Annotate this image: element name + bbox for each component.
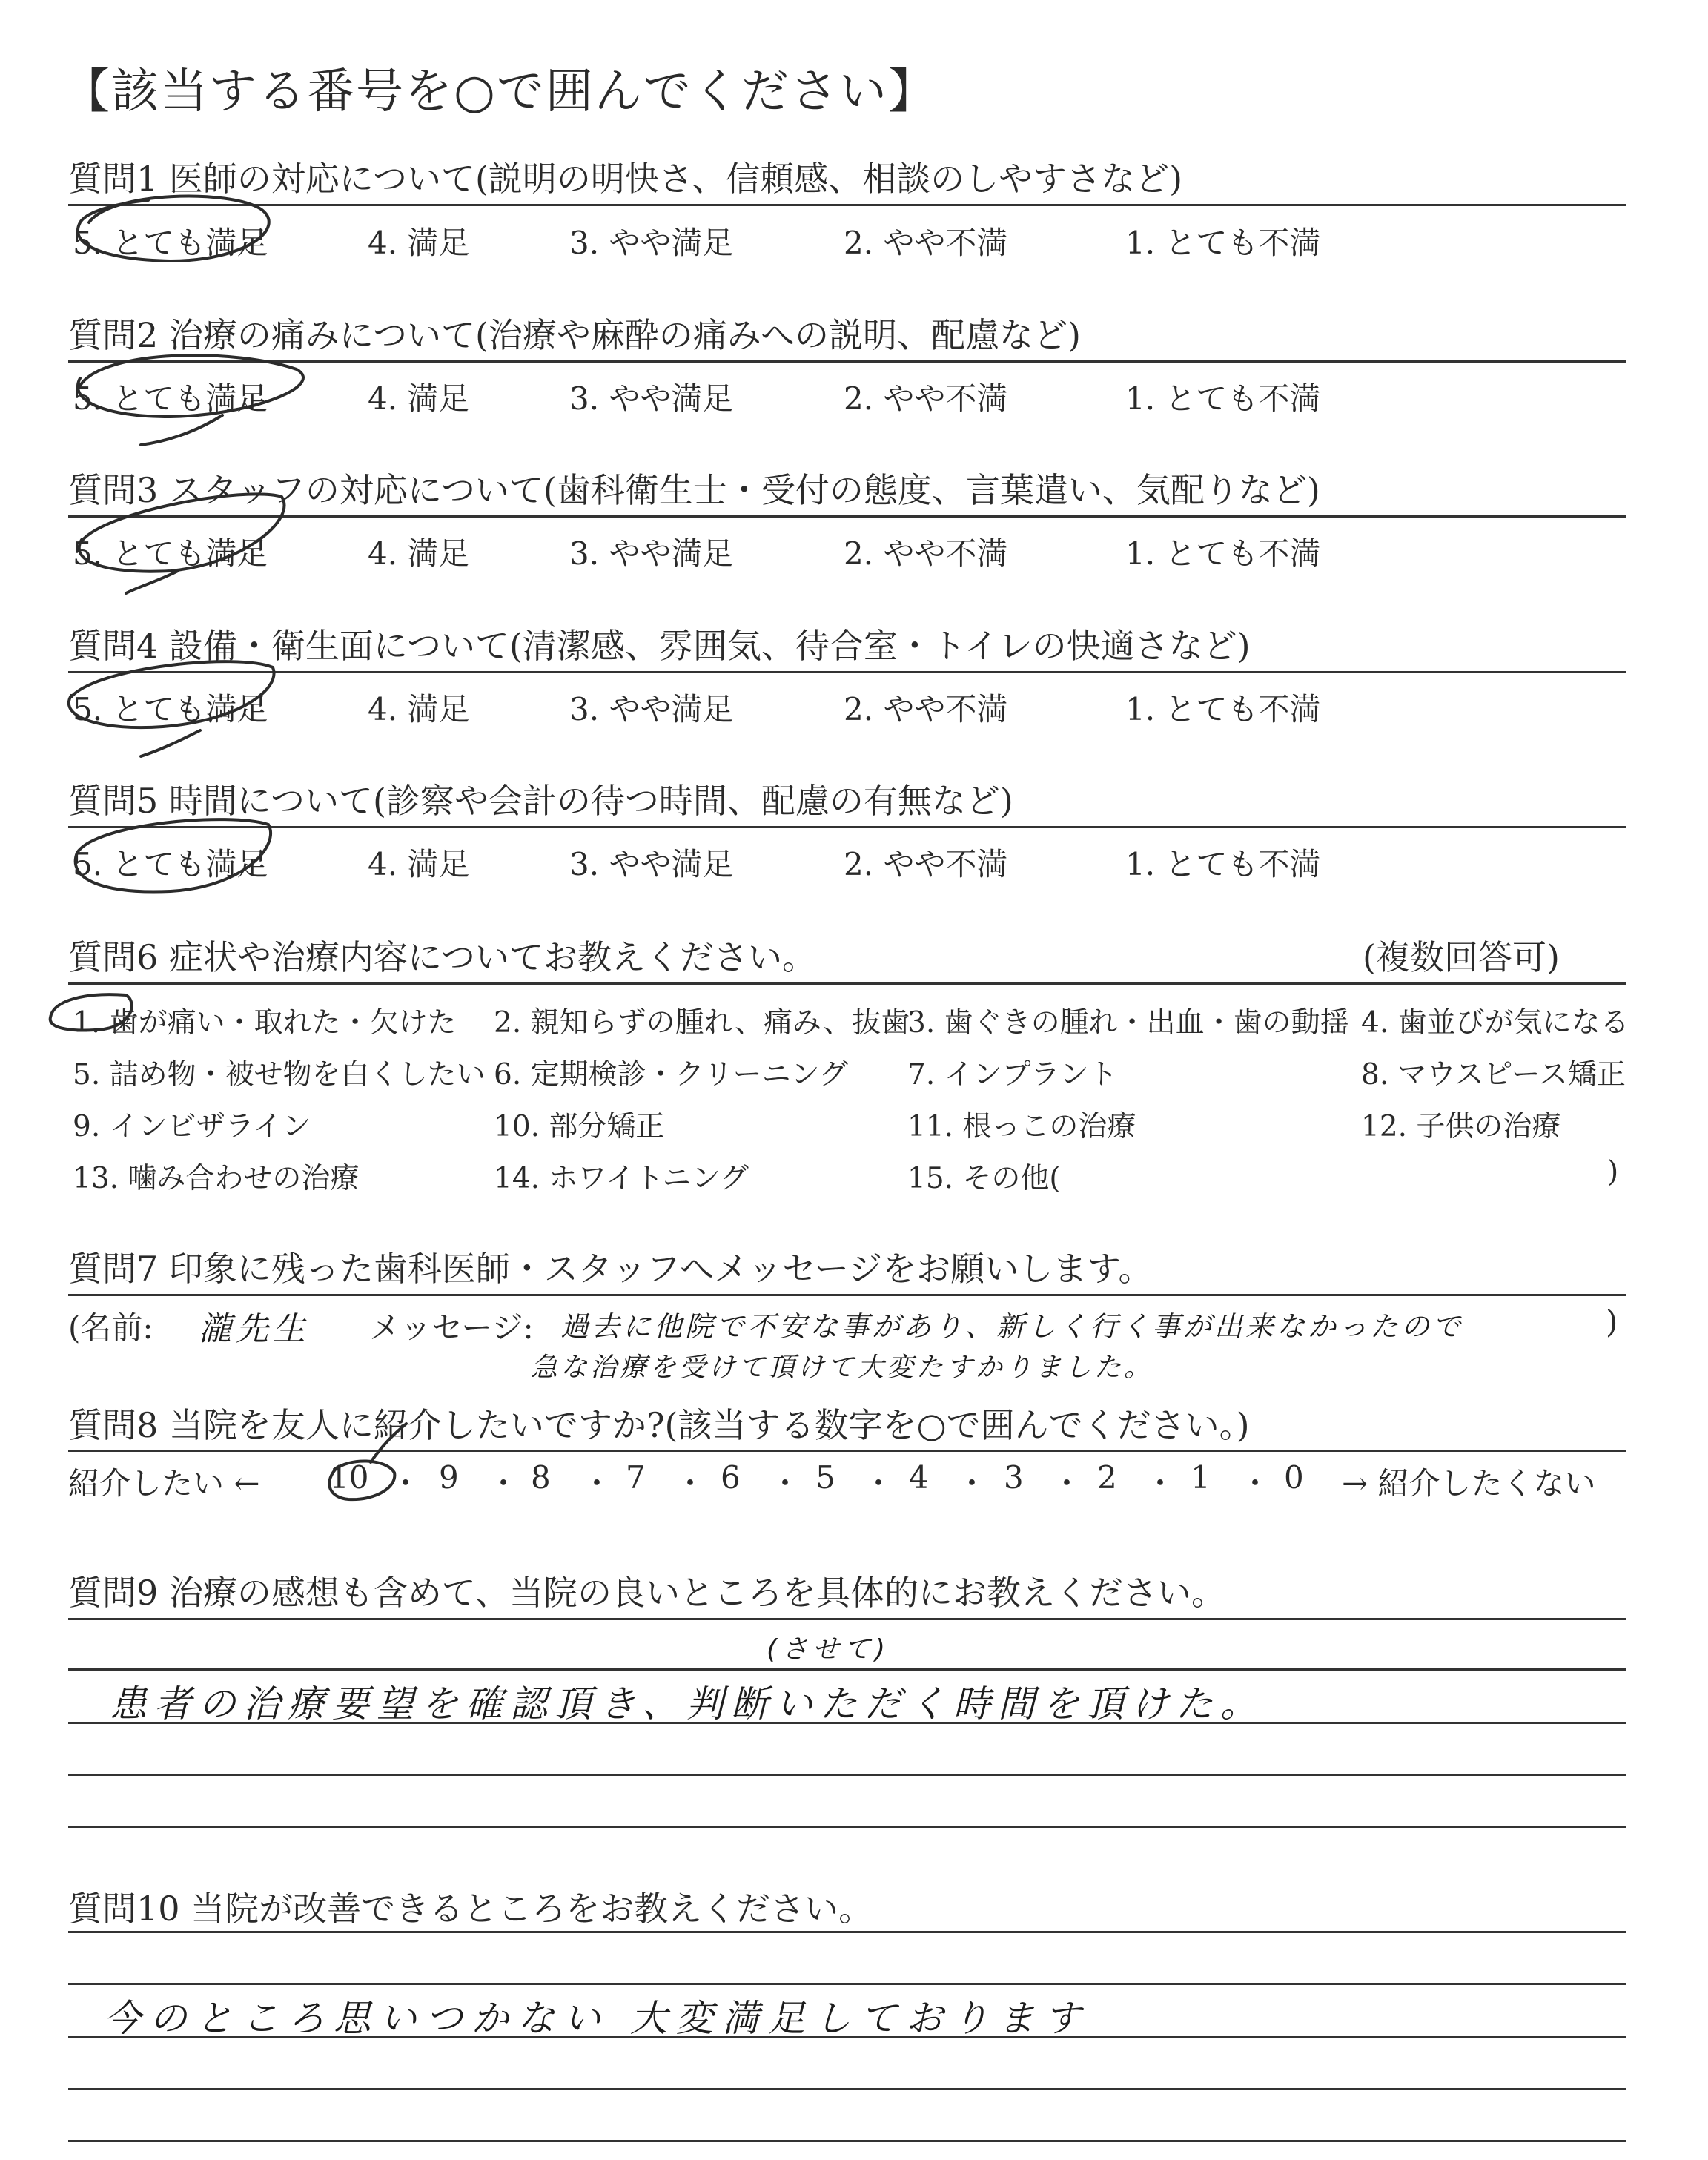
- q8-separator: ・: [675, 1465, 706, 1502]
- q9-rule-2: [68, 1668, 1626, 1671]
- q9-rule-4: [68, 1774, 1626, 1776]
- q6-option-13[interactable]: 13. 噛み合わせの治療: [73, 1162, 360, 1195]
- q7-message-label: メッセージ:: [369, 1309, 534, 1346]
- q6-other-close-paren: ): [1607, 1155, 1619, 1189]
- q1-title: 質問1 医師の対応について(説明の明快さ、信頼感、相談のしやすさなど): [68, 159, 1183, 199]
- q8-value-6[interactable]: 6: [721, 1459, 741, 1496]
- q6-option-12[interactable]: 12. 子供の治療: [1361, 1110, 1561, 1143]
- q8-value-1[interactable]: 1: [1191, 1459, 1211, 1496]
- q8-separator: ・: [488, 1465, 520, 1502]
- q2-option-3[interactable]: 3. やや満足: [569, 380, 734, 417]
- q6-option-4[interactable]: 4. 歯並びが気になる: [1361, 1006, 1629, 1040]
- q8-value-10[interactable]: 10: [329, 1459, 369, 1496]
- q8-left-label: 紹介したい ←: [68, 1465, 260, 1502]
- q3-rule: [68, 515, 1626, 518]
- q2-rule: [68, 360, 1626, 363]
- q8-separator: ・: [581, 1465, 613, 1502]
- q6-option-6[interactable]: 6. 定期検診・クリーニング: [494, 1058, 848, 1091]
- q5-rule: [68, 826, 1626, 828]
- q5-option-3[interactable]: 3. やや満足: [569, 846, 734, 882]
- q8-separator: ・: [390, 1465, 422, 1502]
- q8-value-4[interactable]: 4: [909, 1459, 929, 1496]
- q9-rule-5: [68, 1826, 1626, 1828]
- q6-rule: [68, 982, 1626, 985]
- q6-option-10[interactable]: 10. 部分矯正: [494, 1110, 665, 1143]
- q10-rule-2: [68, 1983, 1626, 1985]
- q4-title: 質問4 設備・衛生面について(清潔感、雰囲気、待合室・トイレの快適さなど): [68, 626, 1251, 666]
- q2-option-4[interactable]: 4. 満足: [368, 380, 470, 417]
- q8-rule: [68, 1450, 1626, 1452]
- q8-value-9[interactable]: 9: [439, 1459, 459, 1496]
- q4-option-5[interactable]: 5. とても満足: [73, 691, 268, 727]
- q7-rule: [68, 1294, 1626, 1296]
- q4-option-3[interactable]: 3. やや満足: [569, 691, 734, 727]
- q1-option-2[interactable]: 2. やや不満: [844, 225, 1008, 261]
- q5-option-5[interactable]: 5. とても満足: [73, 846, 268, 882]
- q6-multi-note: (複数回答可): [1363, 937, 1560, 977]
- q8-separator: ・: [956, 1465, 988, 1502]
- q3-title: 質問3 スタッフの対応について(歯科衛生士・受付の態度、言葉遣い、気配りなど): [68, 470, 1320, 510]
- q6-option-5[interactable]: 5. 詰め物・被せ物を白くしたい: [73, 1058, 486, 1091]
- q3-option-4[interactable]: 4. 満足: [368, 535, 470, 572]
- q8-scale: [68, 1459, 1626, 1504]
- q8-separator: ・: [1145, 1465, 1176, 1502]
- q6-option-11[interactable]: 11. 根っこの治療: [907, 1110, 1136, 1143]
- q4-option-2[interactable]: 2. やや不満: [844, 691, 1008, 727]
- q1-option-4[interactable]: 4. 満足: [368, 225, 470, 261]
- q8-value-8[interactable]: 8: [531, 1459, 551, 1496]
- q5-option-2[interactable]: 2. やや不満: [844, 846, 1008, 882]
- q3-option-1[interactable]: 1. とても不満: [1125, 535, 1321, 572]
- q2-option-1[interactable]: 1. とても不満: [1125, 380, 1321, 417]
- q1-option-5[interactable]: 5. とても満足: [73, 225, 268, 261]
- q10-rule-5: [68, 2140, 1626, 2142]
- q1-rule: [68, 204, 1626, 206]
- q6-option-1[interactable]: 1. 歯が痛い・取れた・欠けた: [73, 1006, 457, 1040]
- q7-name-value[interactable]: 瀧先生: [199, 1310, 310, 1348]
- q3-option-5[interactable]: 5. とても満足: [73, 535, 268, 572]
- q3-option-2[interactable]: 2. やや不満: [844, 535, 1008, 572]
- q5-option-1[interactable]: 1. とても不満: [1125, 846, 1321, 882]
- q7-message-line2[interactable]: 急な治療を受けて頂けて大変たすかりました。: [531, 1353, 1154, 1383]
- q6-option-9[interactable]: 9. インビザライン: [73, 1110, 311, 1143]
- q10-rule-1: [68, 1931, 1626, 1933]
- q10-rule-4: [68, 2088, 1626, 2090]
- q6-option-7[interactable]: 7. インプラント: [907, 1058, 1118, 1091]
- q7-message-line1[interactable]: 過去に他院で不安な事があり、新しく行く事が出来なかったので: [560, 1310, 1464, 1343]
- q1-option-1[interactable]: 1. とても不満: [1125, 225, 1321, 261]
- q6-option-15[interactable]: 15. その他(: [907, 1162, 1061, 1195]
- q4-option-4[interactable]: 4. 満足: [368, 691, 470, 727]
- q10-title: 質問10 当院が改善できるところをお教えください。: [68, 1889, 873, 1929]
- q8-separator: ・: [1051, 1465, 1083, 1502]
- q6-option-8[interactable]: 8. マウスピース矯正: [1361, 1058, 1626, 1091]
- q6-option-14[interactable]: 14. ホワイトニング: [494, 1162, 749, 1195]
- q5-title: 質問5 時間について(診察や会計の待つ時間、配慮の有無など): [68, 781, 1013, 821]
- q9-insert-note: (させて): [767, 1634, 890, 1665]
- q9-answer[interactable]: 患者の治療要望を確認頂き、判断いただく時間を頂けた。: [110, 1682, 1265, 1725]
- q6-option-2[interactable]: 2. 親知らずの腫れ、痛み、抜歯: [494, 1006, 910, 1040]
- q8-value-0[interactable]: 0: [1284, 1459, 1304, 1496]
- q7-name-label: (名前:: [68, 1309, 153, 1346]
- q6-option-3[interactable]: 3. 歯ぐきの腫れ・出血・歯の動揺: [907, 1006, 1349, 1040]
- q1-option-3[interactable]: 3. やや満足: [569, 225, 734, 261]
- q8-separator: ・: [1239, 1465, 1271, 1502]
- q3-option-3[interactable]: 3. やや満足: [569, 535, 734, 572]
- q8-value-5[interactable]: 5: [815, 1459, 835, 1496]
- q2-title: 質問2 治療の痛みについて(治療や麻酔の痛みへの説明、配慮など): [68, 315, 1081, 355]
- q8-separator: ・: [863, 1465, 895, 1502]
- q8-right-label: → 紹介したくない: [1342, 1465, 1596, 1502]
- page-title: 【該当する番号を○で囲んでください】: [62, 65, 937, 119]
- q4-option-1[interactable]: 1. とても不満: [1125, 691, 1321, 727]
- q10-answer[interactable]: 今のところ思いつかない 大変満足しております: [104, 1997, 1090, 2040]
- q8-separator: ・: [769, 1465, 801, 1502]
- q2-option-5[interactable]: 5. とても満足: [73, 380, 268, 417]
- q9-title: 質問9 治療の感想も含めて、当院の良いところを具体的にお教えください。: [68, 1573, 1225, 1613]
- q5-option-4[interactable]: 4. 満足: [368, 846, 470, 882]
- q7-close-paren: ): [1606, 1304, 1618, 1340]
- q7-title: 質問7 印象に残った歯科医師・スタッフへメッセージをお願いします。: [68, 1249, 1153, 1289]
- q8-value-3[interactable]: 3: [1004, 1459, 1024, 1496]
- q8-value-2[interactable]: 2: [1097, 1459, 1117, 1496]
- q8-title: 質問8 当院を友人に紹介したいですか?(該当する数字を○で囲んでください。): [68, 1405, 1250, 1445]
- q4-rule: [68, 671, 1626, 673]
- q2-option-2[interactable]: 2. やや不満: [844, 380, 1008, 417]
- q6-title: 質問6 症状や治療内容についてお教えください。: [68, 937, 816, 977]
- q8-value-7[interactable]: 7: [626, 1459, 646, 1496]
- q9-rule-1: [68, 1618, 1626, 1620]
